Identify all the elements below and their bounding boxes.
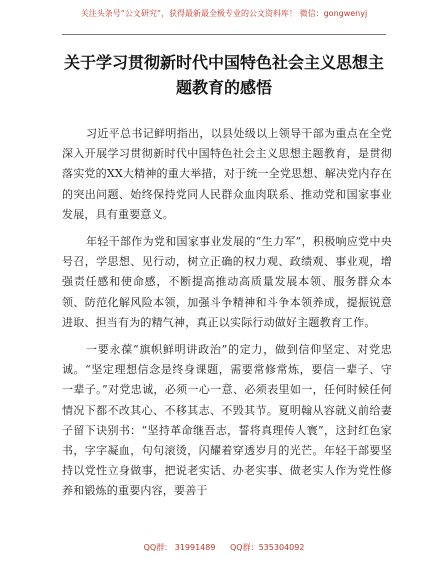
document-body [62,124,392,509]
paragraph-1: 习近平总书记鲜明指出，以县处级以上领导干部为重点在全党深入开展学习贯彻新时代中国特色社会主义思想主题教育，是贯彻落实党的XX大精神的重大举措，对于统一全党思想、解决党内存在的突出问题、始终保持党同人民群众血肉联系、推动党和国家事业发展，具有重要意义。 [62,127,392,221]
paragraph-3: 一要永葆“旗帜鲜明讲政治”的定力，做到信仰坚定、对党忠诚。“坚定理想信念是终身课题，需要常修常炼，要信一辈子、守一辈子。”对党忠诚，必须一心一意、必须表里如一，任何时候任何情况下都不改其心、不移其志、不毁其节。夏明翰从容就义前给妻子留下诀别书：“坚持革命继吾志，誓将真理传人寰”，这封红色家书，字字凝血，句句滚烫，闪耀着穿透岁月的光芒。年轻干部要坚持以党性立身做事，把说老实话、办老实事、做老实人作为党性修养和锻炼的重要内容，要善于 [62,343,392,498]
paragraph-2: 年轻干部作为党和国家事业发展的“生力军”，积极响应党中央号召，学思想、见行动，树立正确的权力观、政绩观、事业观，增强责任感和使命感，不断提高推动高质量发展本领、服务群众本领、防范化解风险本领，加强斗争精神和斗争本领养成，提振锐意进取、担当有为的精气神，真正以实际行动做好主题教育工作。 [62,235,392,329]
footer-qq-group-1: QQ群： 31991489 [143,543,216,552]
footer-contact [0,542,448,554]
document-title: 关于学习贯彻新时代中国特色社会主义思想主题教育的感悟 [63,53,384,97]
header-banner: 关注头条号“公文研究”，获得最新最全极专业的公文资料库！ 微信：gongwenyj [80,9,368,18]
header-divider [62,34,386,35]
footer-qq-group-2: QQ群：535304092 [230,543,305,552]
